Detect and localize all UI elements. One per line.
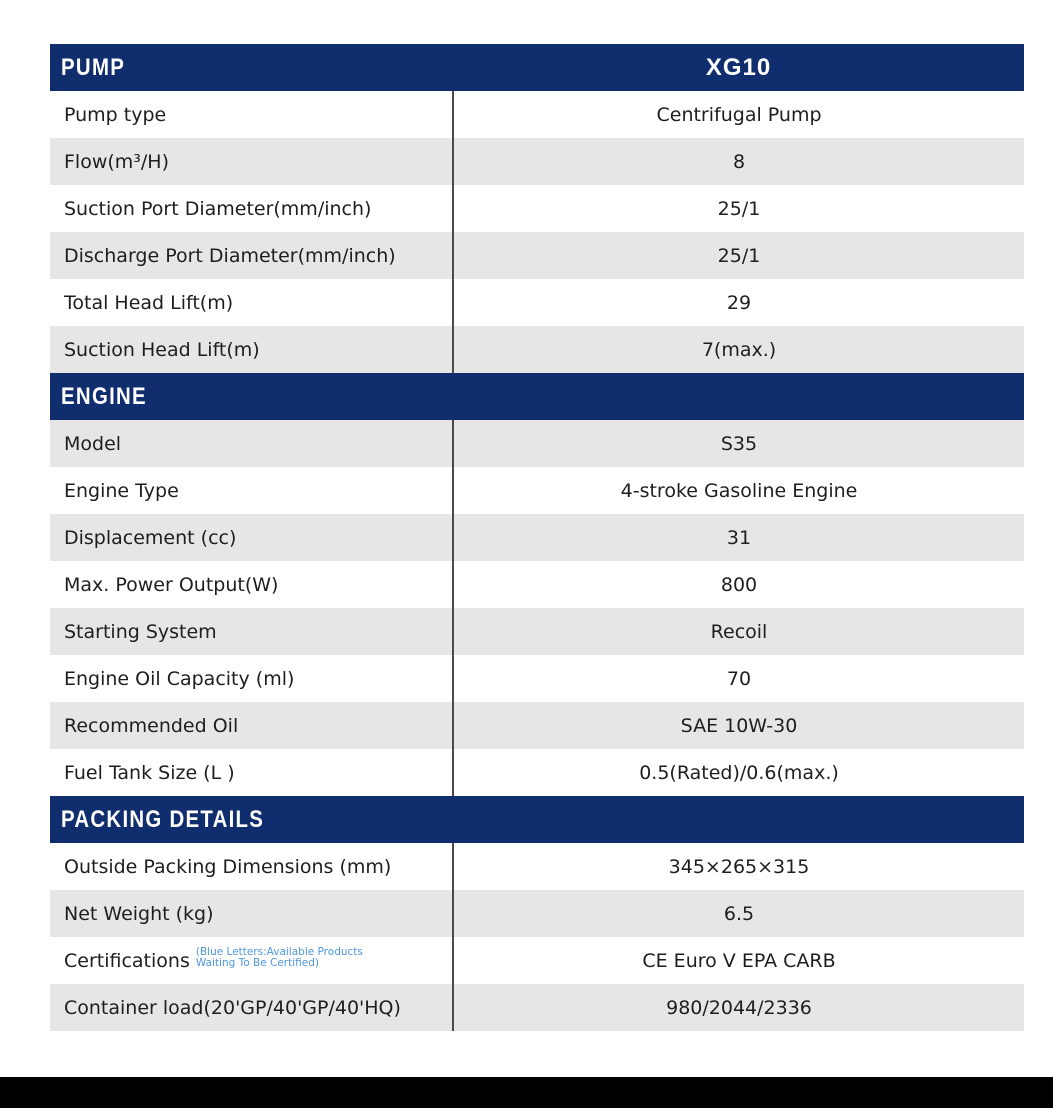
row-value: 0.5(Rated)/0.6(max.) bbox=[639, 761, 839, 784]
table-row bbox=[50, 467, 1024, 514]
table-row bbox=[50, 232, 1024, 279]
table-row bbox=[50, 984, 1024, 1031]
table-row bbox=[50, 702, 1024, 749]
row-label: Model bbox=[64, 432, 122, 455]
section-title-packing: PACKING DETAILS bbox=[61, 805, 265, 833]
row-value: 345×265×315 bbox=[668, 855, 810, 878]
row-value: 980/2044/2336 bbox=[666, 996, 812, 1019]
table-row bbox=[50, 843, 1024, 890]
row-label: Displacement (cc) bbox=[64, 526, 237, 549]
row-value: 8 bbox=[732, 150, 746, 173]
row-value: 4-stroke Gasoline Engine bbox=[620, 479, 858, 502]
row-value: 800 bbox=[720, 573, 758, 596]
row-label: Recommended Oil bbox=[64, 714, 239, 737]
certification-note bbox=[196, 947, 363, 969]
row-value: 70 bbox=[726, 667, 752, 690]
row-label: Fuel Tank Size (L ) bbox=[64, 761, 235, 784]
bottom-black-bar bbox=[0, 1077, 1053, 1108]
section-header-packing bbox=[50, 796, 1024, 843]
section-title-pump: PUMP bbox=[61, 53, 126, 81]
table-row bbox=[50, 514, 1024, 561]
row-label: Outside Packing Dimensions (mm) bbox=[64, 855, 392, 878]
row-value: Centrifugal Pump bbox=[656, 103, 822, 126]
section-header-engine bbox=[50, 373, 1024, 420]
section-header-pump bbox=[50, 44, 1024, 91]
table-row bbox=[50, 326, 1024, 373]
table-row bbox=[50, 655, 1024, 702]
row-label: Certifications bbox=[64, 949, 190, 972]
row-label: Suction Port Diameter(mm/inch) bbox=[64, 197, 372, 220]
row-value: 6.5 bbox=[723, 902, 755, 925]
row-value: 25/1 bbox=[717, 197, 761, 220]
row-value: S35 bbox=[720, 432, 758, 455]
row-value: Recoil bbox=[710, 620, 768, 643]
row-value: 7(max.) bbox=[701, 338, 777, 361]
row-value: 29 bbox=[726, 291, 752, 314]
row-value: 25/1 bbox=[717, 244, 761, 267]
row-value: SAE 10W-30 bbox=[680, 714, 798, 737]
table-row bbox=[50, 561, 1024, 608]
row-label: Flow(m³/H) bbox=[64, 150, 170, 173]
certification-note-line: (Blue Letters:Available Products bbox=[195, 945, 363, 958]
table-row bbox=[50, 138, 1024, 185]
row-value: 31 bbox=[726, 526, 752, 549]
row-label: Suction Head Lift(m) bbox=[64, 338, 260, 361]
row-label: Max. Power Output(W) bbox=[64, 573, 279, 596]
table-row bbox=[50, 279, 1024, 326]
table-row bbox=[50, 890, 1024, 937]
table-row bbox=[50, 749, 1024, 796]
section-title-engine: ENGINE bbox=[61, 382, 147, 410]
table-row bbox=[50, 185, 1024, 232]
row-label: Net Weight (kg) bbox=[64, 902, 214, 925]
row-label: Total Head Lift(m) bbox=[64, 291, 234, 314]
row-label: Engine Oil Capacity (ml) bbox=[64, 667, 295, 690]
model-name: XG10 bbox=[705, 53, 772, 81]
row-label: Pump type bbox=[64, 103, 167, 126]
certification-note-line: Waiting To Be Certified) bbox=[195, 956, 319, 969]
row-value: CE Euro V EPA CARB bbox=[642, 949, 836, 972]
table-row bbox=[50, 608, 1024, 655]
row-label: Discharge Port Diameter(mm/inch) bbox=[64, 244, 396, 267]
spec-table bbox=[50, 44, 1024, 1031]
row-label: Container load(20'GP/40'GP/40'HQ) bbox=[64, 996, 401, 1019]
row-label: Engine Type bbox=[64, 479, 179, 502]
table-row bbox=[50, 420, 1024, 467]
table-row bbox=[50, 937, 1024, 984]
table-row bbox=[50, 91, 1024, 138]
certifications-label-cell bbox=[50, 945, 453, 972]
row-label: Starting System bbox=[64, 620, 217, 643]
